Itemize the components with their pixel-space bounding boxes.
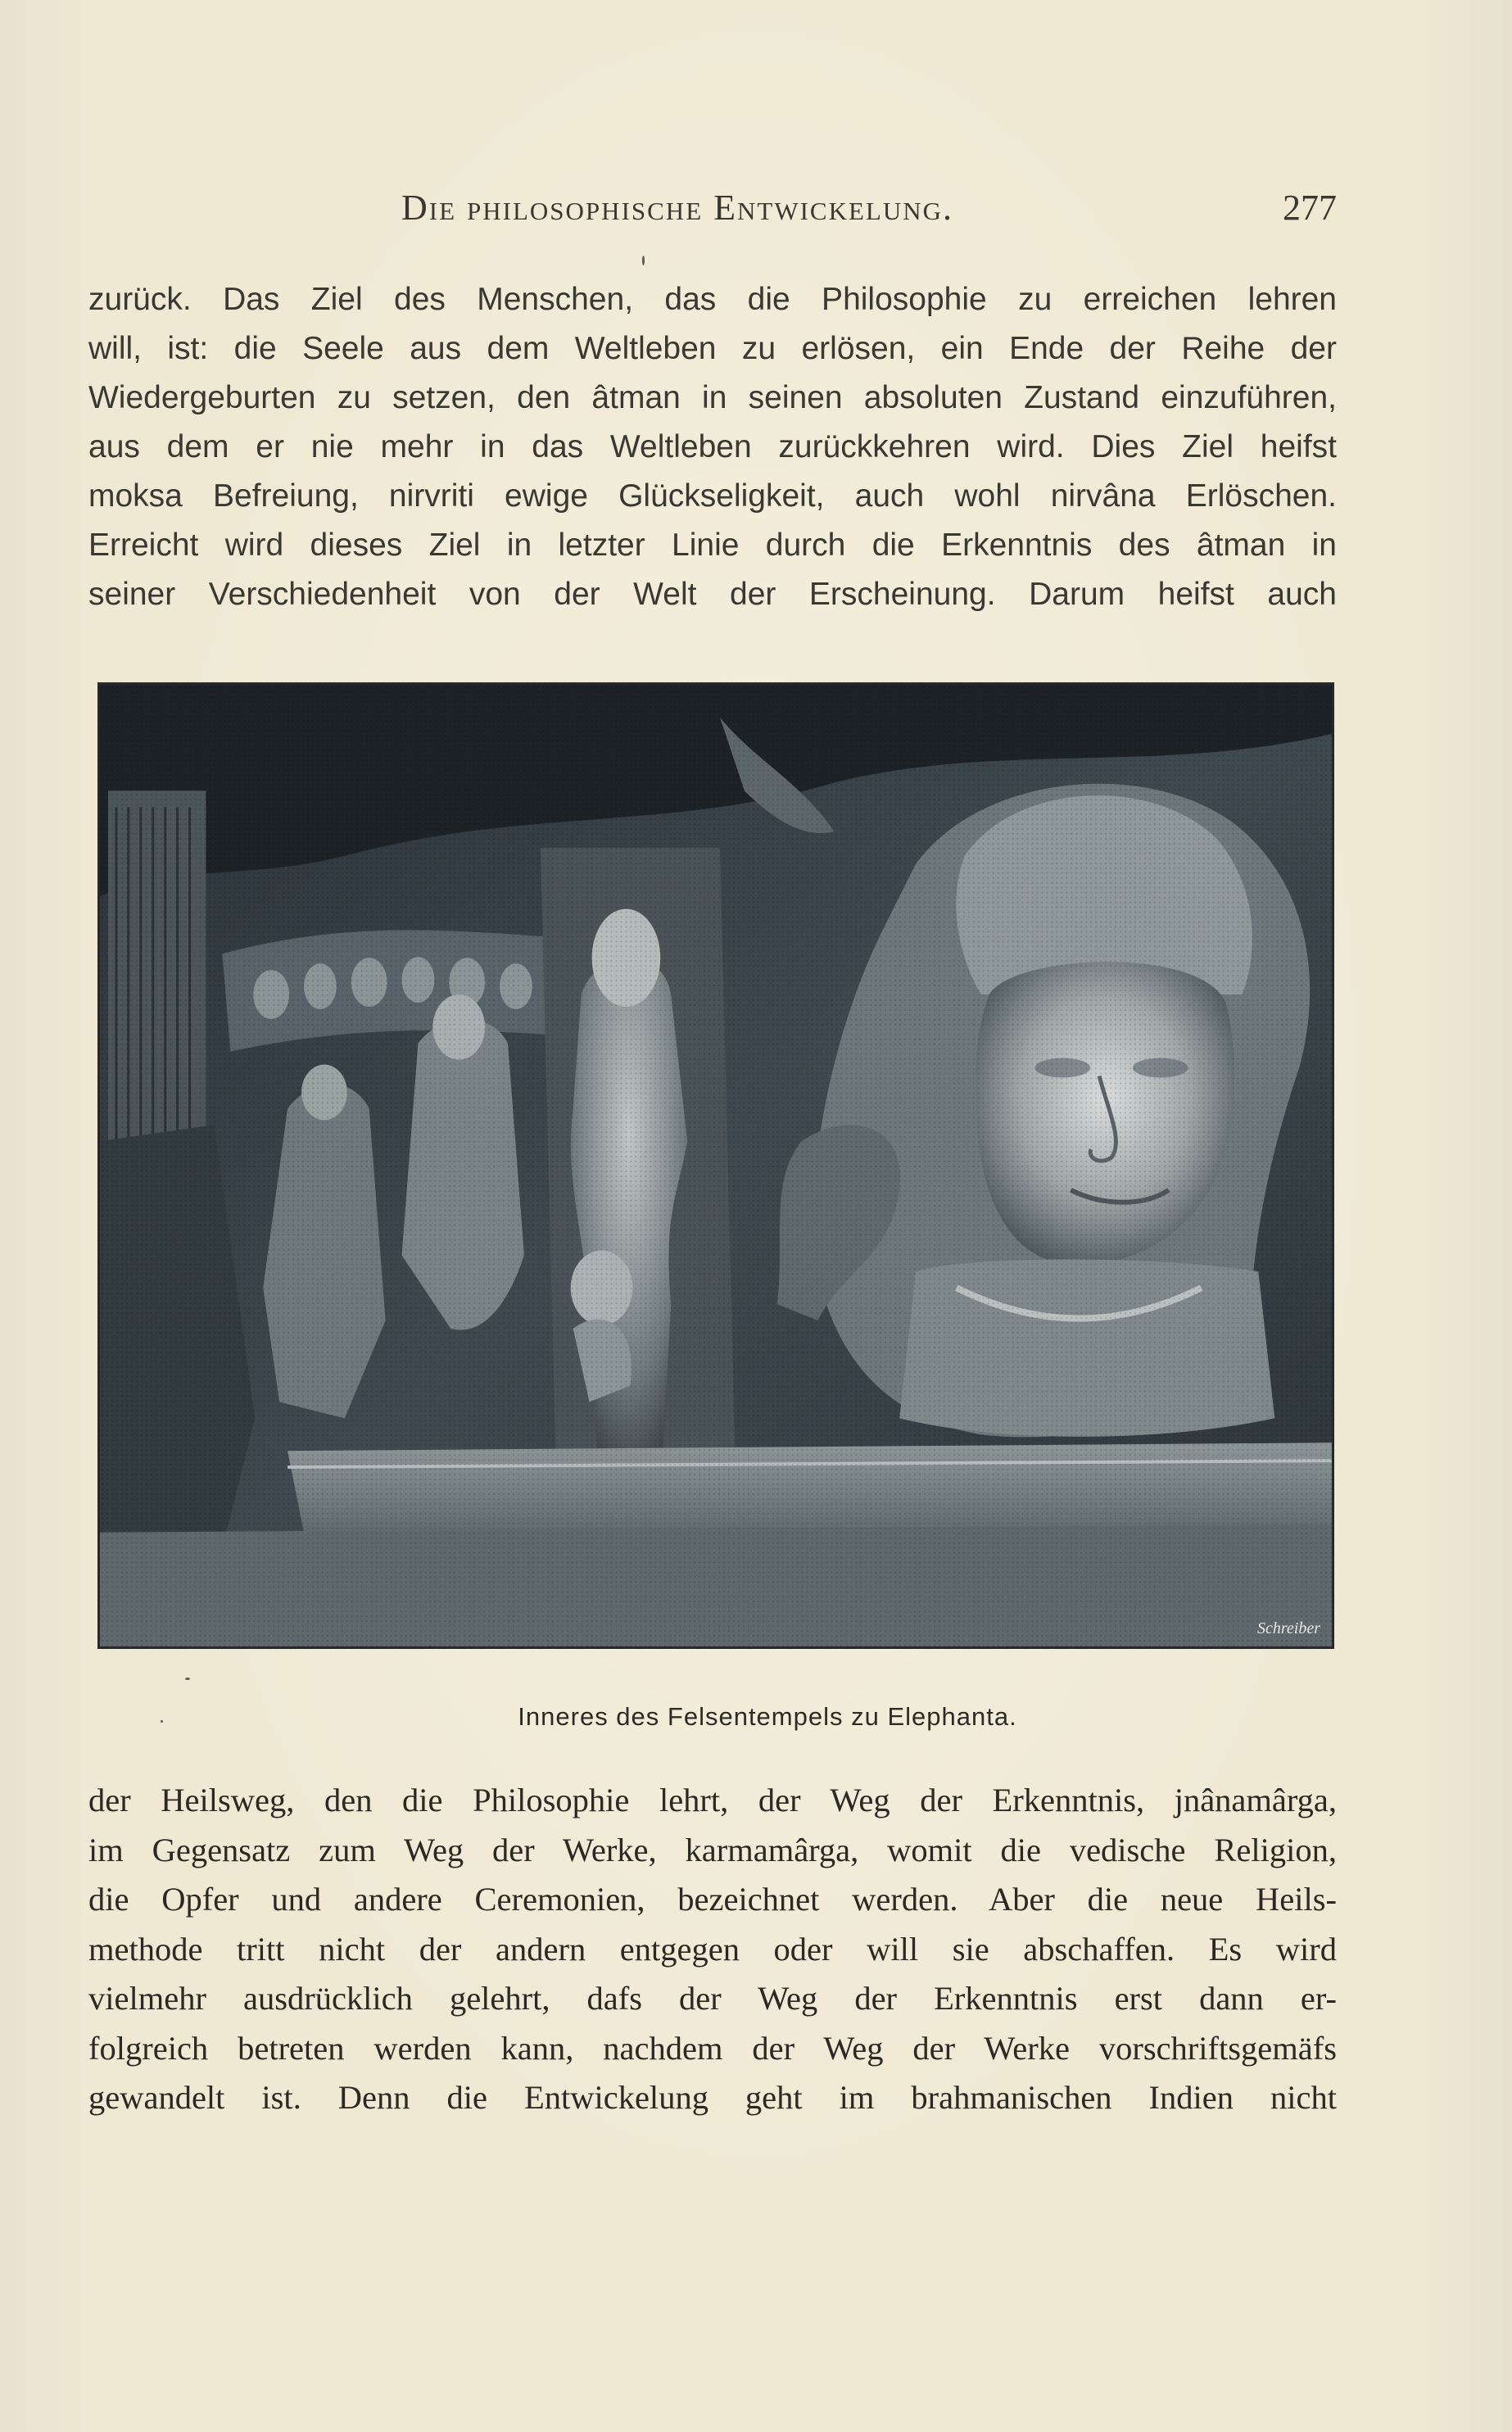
figure-caption-text: Inneres des Felsentempels zu Elephanta. [518,1702,1017,1731]
figure-caption [0,1702,1512,1732]
text-line: will, ist: die Seele aus dem Weltleben zu erlösen, ein Ende der Reihe der [88,331,1337,366]
text-line: der Heilsweg, den die Philosophie lehrt, der Weg der Erkenntnis, jnânamârga, [88,1782,1337,1818]
text-line: zurück. Das Ziel des Menschen, das die Philosophie zu erreichen lehren [88,282,1337,317]
paragraph-top [88,275,1337,619]
print-speck [642,256,645,265]
print-speck [161,1720,163,1723]
halftone-plate-image [97,682,1334,1649]
print-speck [185,1678,190,1680]
text-line: seiner Verschiedenheit von der Welt der Erscheinung. Darum heifst auch [88,577,1337,612]
text-line: Wiedergeburten zu setzen, den âtman in seinen absoluten Zustand einzuführen, [88,380,1337,415]
text-line: moksa Befreiung, nirvriti ewige Glückseligkeit, auch wohl nirvâna Erlöschen. [88,478,1337,514]
text-line: folgreich betreten werden kann, nachdem der Weg der Werke vorschriftsgemäfs [88,2029,1337,2067]
running-head-title: Die philosophische Entwickelung. [401,188,954,228]
text-line: gewandelt ist. Denn die Entwickelung geht im brahmanischen Indien nicht [88,2079,1337,2116]
text-line: aus dem er nie mehr in das Weltleben zurückkehren wird. Dies Ziel heifst [88,429,1337,464]
text-line: im Gegensatz zum Weg der Werke, karmamârga, womit die vedische Religion, [88,1831,1337,1868]
running-head [88,187,1337,236]
text-line: Erreicht wird dieses Ziel in letzter Linie durch die Erkenntnis des âtman in [88,528,1337,563]
text-line: methode tritt nicht der andern entgegen oder will sie abschaffen. Es wird [88,1930,1337,1968]
text-line: die Opfer und andere Ceremonien, bezeichnet werden. Aber die neue Heils- [88,1881,1337,1918]
cave-temple-illustration [100,685,1332,1646]
engraver-signature: Schreiber [1256,1619,1320,1637]
text-line: vielmehr ausdrücklich gelehrt, dafs der Weg der Erkenntnis erst dann er- [88,1980,1337,2017]
page-number: 277 [1283,188,1337,228]
paragraph-bottom [88,1776,1337,2123]
